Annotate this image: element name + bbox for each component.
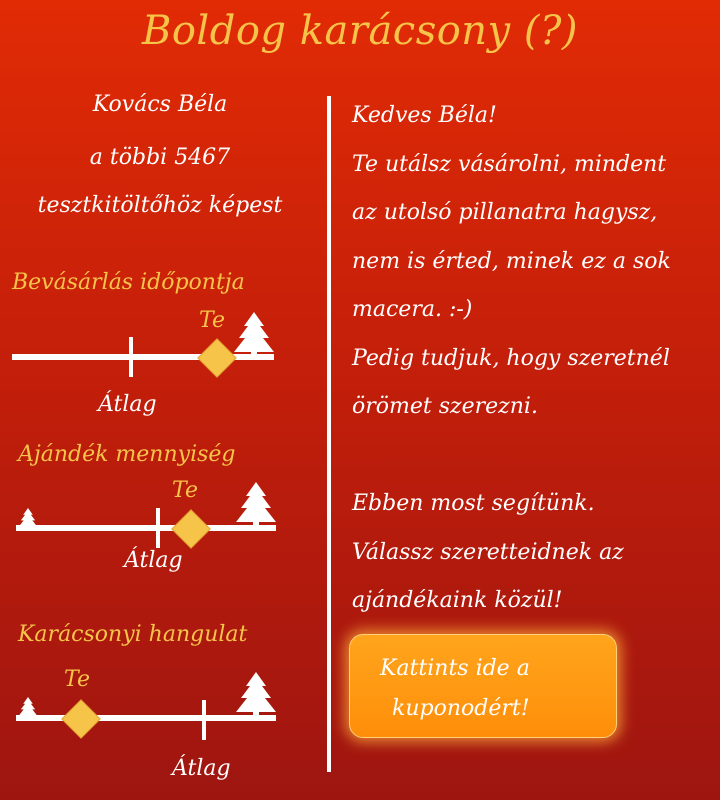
small-tree-icon (18, 697, 38, 719)
letter-line: örömet szerezni. (352, 394, 538, 419)
coupon-button[interactable] (349, 634, 617, 738)
letter-line: nem is érted, minek ez a sok (352, 248, 671, 274)
christmas-tree-icon (236, 482, 276, 528)
average-label: Átlag (172, 756, 231, 781)
metric-title: Ajándék mennyiség (18, 442, 236, 467)
small-tree-icon (18, 508, 38, 530)
average-label: Átlag (124, 548, 183, 573)
letter-line: macera. :-) (352, 297, 473, 322)
letter-line: Válassz szeretteidnek az (352, 539, 624, 565)
letter-text (352, 92, 717, 626)
letter-line: Te utálsz vásárolni, mindent (352, 151, 667, 177)
letter-line: Ebben most segítünk. (352, 491, 595, 516)
letter-line: Pedig tudjuk, hogy szeretnél (352, 345, 670, 371)
letter-greeting: Kedves Béla! (352, 103, 497, 128)
coupon-button-line2: kuponodért! (392, 696, 530, 721)
you-label: Te (199, 308, 225, 333)
average-tick (129, 337, 133, 377)
metric-title: Bevásárlás időpontja (12, 270, 245, 295)
you-label: Te (64, 667, 90, 692)
diamond-marker-icon (61, 699, 101, 739)
average-tick (202, 700, 206, 740)
diamond-marker-icon (197, 338, 237, 378)
column-divider (327, 96, 331, 772)
letter-line: az utolsó pillanatra hagysz, (352, 200, 658, 225)
page-title: Boldog karácsony (?) (141, 8, 579, 54)
diamond-marker-icon (171, 509, 211, 549)
christmas-tree-icon (234, 312, 274, 358)
christmas-tree-icon (236, 672, 276, 718)
coupon-button-line1: Kattints ide a (380, 656, 530, 681)
average-tick (156, 508, 160, 548)
average-label: Átlag (98, 392, 157, 417)
user-name: Kovács Béla (92, 92, 228, 117)
letter-line (352, 432, 717, 481)
comparison-subline: tesztkitöltőhöz képest (37, 193, 283, 218)
you-label: Te (172, 478, 198, 503)
metric-title: Karácsonyi hangulat (18, 622, 248, 647)
comparison-line: a többi 5467 (89, 145, 231, 170)
letter-line: ajándékaink közül! (352, 588, 563, 613)
